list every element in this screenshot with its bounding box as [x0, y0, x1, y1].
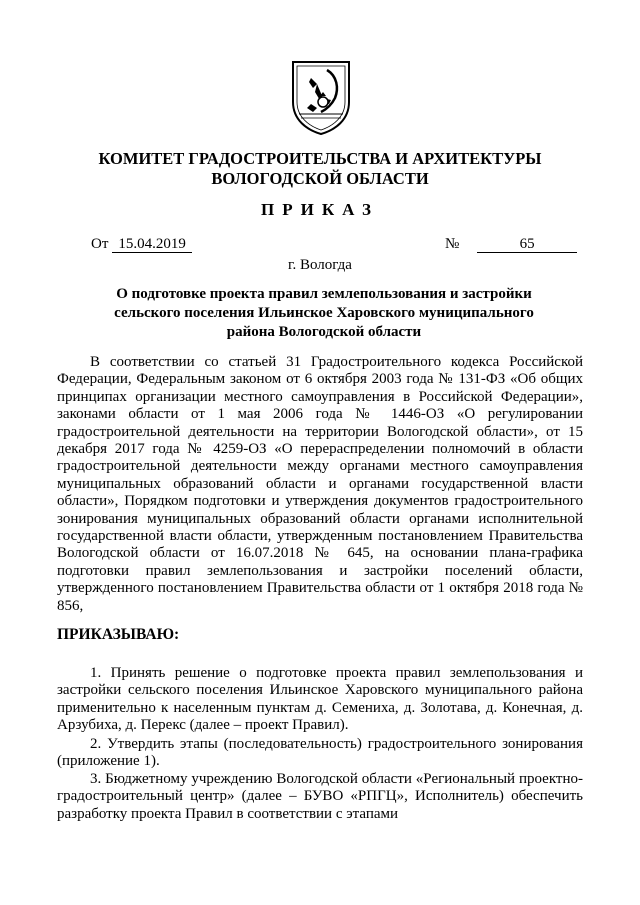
date-field [91, 236, 192, 253]
order-heading: ПРИКАЗЫВАЮ: [57, 626, 180, 643]
number-label: № [445, 236, 460, 252]
number-field [445, 236, 577, 253]
order-item-2: 2. Утвердить этапы (последовательность) градостроительного зонирования (приложение 1). [57, 736, 583, 770]
number-value: 65 [477, 237, 577, 253]
document-type: ПРИКАЗ [261, 200, 379, 219]
order-item-3: 3. Бюджетному учреждению Вологодской области «Региональный проектно-градостроительный центр» (далее – БУВО «РПГЦ», Исполнитель) обеспечить разработку проекта Правил в соответствии с этапами [57, 771, 583, 822]
org-name-line1: КОМИТЕТ ГРАДОСТРОИТЕЛЬСТВА И АРХИТЕКТУРЫ [98, 149, 542, 168]
city: г. Вологда [288, 257, 352, 273]
date-value: 15.04.2019 [112, 237, 192, 253]
coat-of-arms-icon [287, 58, 355, 136]
date-label: От [91, 236, 109, 252]
preamble-paragraph: В соответствии со статьей 31 Градостроительного кодекса Российской Федерации, Федеральным законом от 6 октября 2003 года № 131-ФЗ «Об общих принципах организации местного самоуправления в Российской Федерации», законами области от 1 мая 2006 года № 1446-ОЗ «О регулировании градостроительной деятельности на территории Вологодской области», от 15 декабря 2017 года № 4259-ОЗ «О перераспределении полномочий в области градостроительной деятельности между органами местного самоуправления муниципальных образований области и органами государственной власти области», Порядком подготовки и утверждения документов градостроительного зонирования муниципальных образований области органами исполнительной государственной власти области, утвержденным постановлением Правительства Вологодской области от 16.07.2018 № 645, на основании плана-графика подготовки правил землепользования и застройки поселений области, утвержденного постановлением Правительства области от 1 октября 2018 года № 856, [57, 354, 583, 614]
document-subject: О подготовке проекта правил землепользования и застройки сельского поселения Ильинское Харовского муниципального района Вологодской области [114, 286, 534, 340]
org-name-line2: ВОЛОГОДСКОЙ ОБЛАСТИ [211, 169, 429, 188]
order-item-1: 1. Принять решение о подготовке проекта правил землепользования и застройки сельского поселения Ильинское Харовского муниципального района применительно к населенным пунктам д. Семениха, д. Золотава, д. Конечная, д. Арзубиха, д. Перекс (далее – проект Правил). [57, 665, 583, 734]
